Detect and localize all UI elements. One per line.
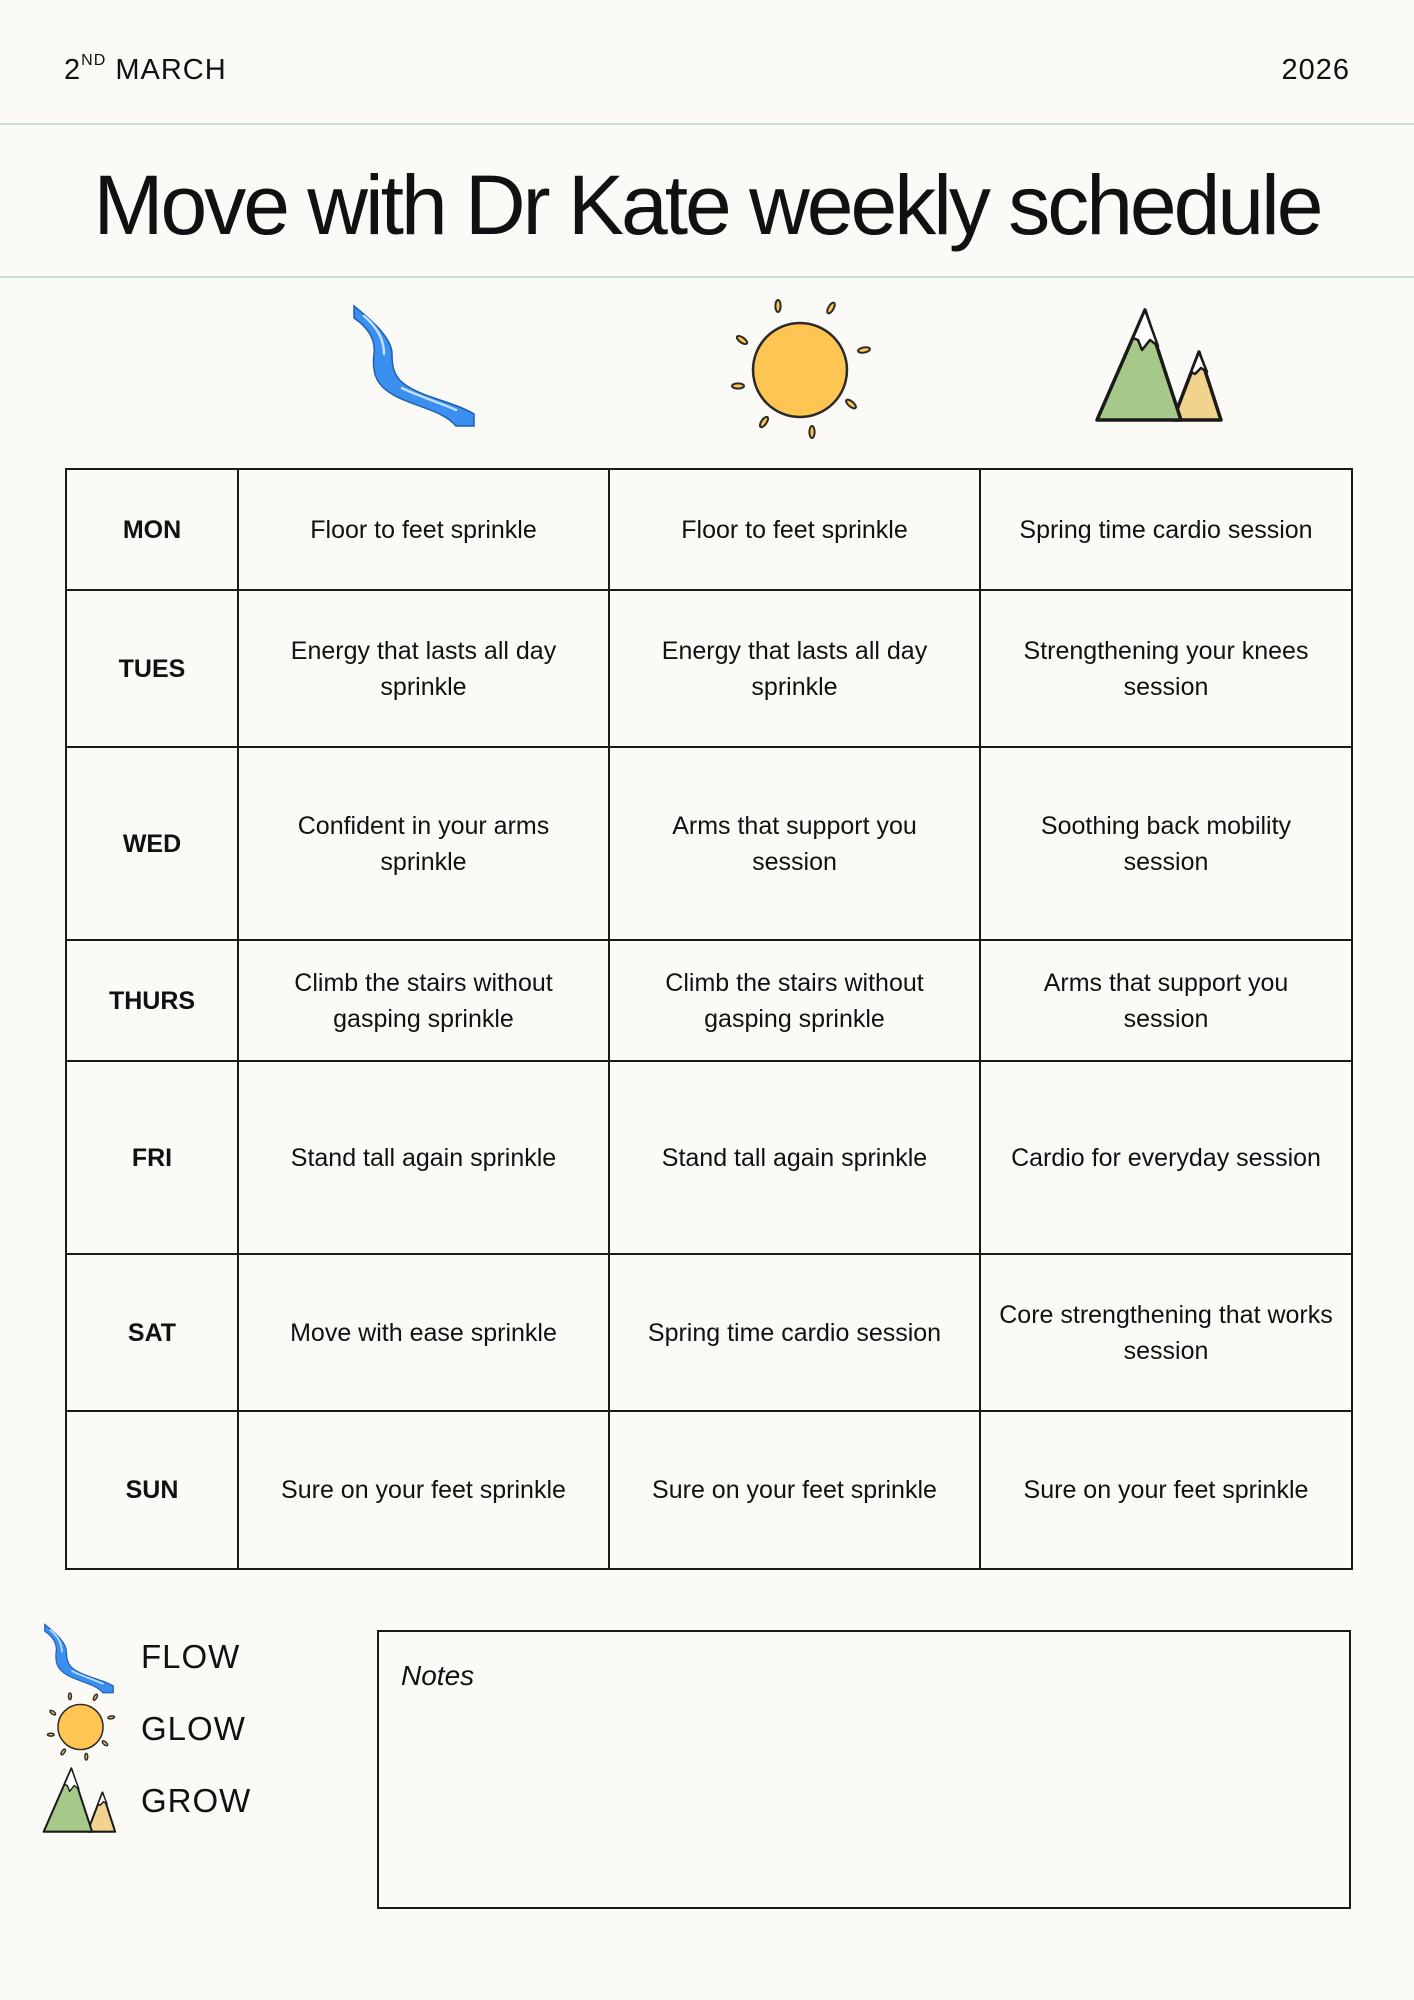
table-cell: Energy that lasts all day sprinkle xyxy=(238,590,609,747)
day-label: TUES xyxy=(66,590,238,747)
table-cell: Sure on your feet sprinkle xyxy=(238,1411,609,1569)
date-label xyxy=(64,51,227,87)
legend-label: GROW xyxy=(141,1782,252,1819)
year-label: 2026 xyxy=(1281,53,1350,86)
table-cell: Floor to feet sprinkle xyxy=(609,469,980,590)
table-row xyxy=(66,747,1352,940)
table-cell: Sure on your feet sprinkle xyxy=(609,1411,980,1569)
table-cell: Core strengthening that works session xyxy=(980,1254,1352,1411)
page-title: Move with Dr Kate weekly schedule xyxy=(93,158,1321,252)
table-row xyxy=(66,1254,1352,1411)
header-divider-top xyxy=(0,123,1414,125)
table-cell: Energy that lasts all day sprinkle xyxy=(609,590,980,747)
sun-icon xyxy=(46,1692,116,1762)
table-cell: Climb the stairs without gasping sprinkle xyxy=(238,940,609,1061)
notes-box[interactable] xyxy=(377,1630,1351,1909)
table-cell: Soothing back mobility session xyxy=(980,747,1352,940)
legend-label: GLOW xyxy=(141,1710,246,1747)
table-cell: Strengthening your knees session xyxy=(980,590,1352,747)
date-day: 2 xyxy=(64,53,82,86)
table-cell: Move with ease sprinkle xyxy=(238,1254,609,1411)
day-label: MON xyxy=(66,469,238,590)
date-suffix: ND xyxy=(81,51,107,69)
date-month: MARCH xyxy=(115,53,227,86)
day-label: FRI xyxy=(66,1061,238,1254)
mountains-icon xyxy=(42,1766,118,1834)
top-bar xyxy=(64,50,1350,90)
table-cell: Arms that support you session xyxy=(609,747,980,940)
table-cell: Spring time cardio session xyxy=(980,469,1352,590)
river-icon xyxy=(352,302,476,428)
table-cell: Sure on your feet sprinkle xyxy=(980,1411,1352,1569)
table-cell: Confident in your arms sprinkle xyxy=(238,747,609,940)
weekly-schedule-table xyxy=(65,468,1353,1570)
table-row xyxy=(66,940,1352,1061)
sun-icon xyxy=(728,298,874,442)
table-cell: Arms that support you session xyxy=(980,940,1352,1061)
table-cell: Floor to feet sprinkle xyxy=(238,469,609,590)
legend-label: FLOW xyxy=(141,1638,241,1675)
table-cell: Stand tall again sprinkle xyxy=(238,1061,609,1254)
legend-item-grow xyxy=(40,1764,340,1836)
notes-label: Notes xyxy=(401,1660,475,1691)
table-cell: Climb the stairs without gasping sprinkle xyxy=(609,940,980,1061)
table-row xyxy=(66,590,1352,747)
table-row xyxy=(66,1411,1352,1569)
table-cell: Cardio for everyday session xyxy=(980,1061,1352,1254)
table-row xyxy=(66,469,1352,590)
day-label: THURS xyxy=(66,940,238,1061)
table-cell: Stand tall again sprinkle xyxy=(609,1061,980,1254)
header-divider-bottom xyxy=(0,276,1414,278)
day-label: WED xyxy=(66,747,238,940)
day-label: SAT xyxy=(66,1254,238,1411)
river-icon xyxy=(42,1622,116,1694)
day-label: SUN xyxy=(66,1411,238,1569)
table-cell: Spring time cardio session xyxy=(609,1254,980,1411)
mountains-icon xyxy=(1095,306,1225,424)
legend-item-glow xyxy=(40,1692,340,1764)
table-row xyxy=(66,1061,1352,1254)
legend-item-flow xyxy=(40,1620,340,1692)
